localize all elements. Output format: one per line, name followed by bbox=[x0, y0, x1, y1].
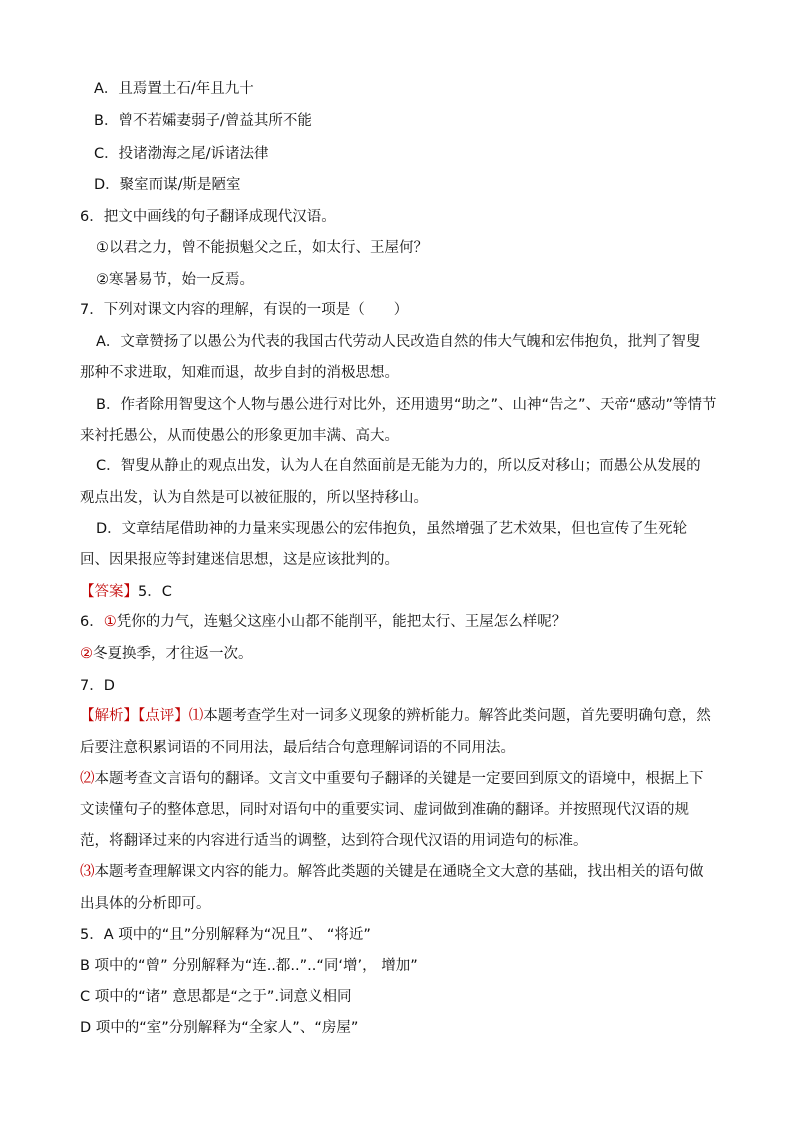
q7-stem: 7．下列对课文内容的理解，有误的一项是（ ） bbox=[80, 302, 409, 318]
q5-option-d: D．聚室而谋/斯是陋室 bbox=[94, 177, 241, 193]
answer-6-prefix: 6． bbox=[80, 614, 104, 630]
q6-sentence-2 bbox=[96, 270, 254, 290]
analysis-p2-line1 bbox=[80, 769, 704, 789]
circled-number-1: ① bbox=[103, 614, 117, 630]
q6-sentence-2-text: 寒暑易节，始一反焉。 bbox=[109, 272, 254, 288]
q6-sentence-1-text: 以君之力，曾不能损魁父之丘，如太行、王屋何？ bbox=[109, 240, 428, 256]
explanation-5b: B 项中的“曾” 分别解释为“连..都..”..“同‘增’， 增加” bbox=[80, 958, 418, 974]
q7-option-b-line2: 来衬托愚公，从而使愚公的形象更加丰满、高大。 bbox=[80, 428, 399, 444]
circled-number-1: ① bbox=[96, 240, 109, 256]
answer-5 bbox=[80, 582, 172, 602]
q7-option-a-line1: A．文章赞扬了以愚公为代表的我国古代劳动人民改造自然的伟大气魄和宏伟抱负，批判了智叟 bbox=[96, 334, 701, 350]
q6-stem: 6．把文中画线的句子翻译成现代汉语。 bbox=[80, 209, 336, 225]
explanation-5c: C 项中的“诸” 意思都是“之于”.词意义相同 bbox=[80, 989, 352, 1005]
paren-number-3: ⑶ bbox=[80, 864, 95, 880]
answer-6-line1 bbox=[80, 612, 566, 632]
analysis-p2-line3: 范，将翻译过来的内容进行适当的调整，达到符合现代汉语的用词造句的标准。 bbox=[80, 833, 588, 849]
answer-6-sentence-2: 冬夏换季，才往返一次。 bbox=[93, 646, 253, 662]
analysis-p2-text: 本题考查文言语句的翻译。文言文中重要句子翻译的关键是一定要回到原文的语境中，根据上下 bbox=[94, 771, 704, 787]
paren-number-2: ⑵ bbox=[80, 771, 95, 787]
answer-6-line2 bbox=[80, 644, 253, 664]
analysis-p3-line1 bbox=[80, 862, 704, 882]
circled-number-2: ② bbox=[96, 272, 109, 288]
comment-label: 【点评】 bbox=[138, 708, 189, 724]
q7-option-b-line1: B．作者除用智叟这个人物与愚公进行对比外，还用遗男“助之”、山神“告之”、天帝“感动”等情节 bbox=[96, 397, 717, 413]
analysis-p2-line2: 文读懂句子的整体意思，同时对语句中的重要实词、虚词做到准确的翻译。并按照现代汉语的规 bbox=[80, 802, 689, 818]
analysis-p3-text: 本题考查理解课文内容的能力。解答此类题的关键是在通晓全文大意的基础，找出相关的语句做 bbox=[94, 864, 704, 880]
q7-option-c-line2: 观点出发，认为自然是可以被征服的，所以坚持移山。 bbox=[80, 490, 428, 506]
q7-option-a-line2: 那种不求进取，知难而退，故步自封的消极思想。 bbox=[80, 365, 399, 381]
analysis-p1-line1 bbox=[80, 706, 711, 726]
explanation-5d: D 项中的“室”分别解释为“全家人”、“房屋” bbox=[80, 1020, 359, 1036]
analysis-p1-line2: 后要注意积累词语的不同用法，最后结合句意理解词语的不同用法。 bbox=[80, 740, 515, 756]
paren-number-1: ⑴ bbox=[188, 708, 204, 724]
answer-label: 【答案】 bbox=[80, 584, 138, 600]
circled-number-2: ② bbox=[80, 646, 93, 662]
explanation-5a: 5．A 项中的“且”分别解释为“况且”、 “将近” bbox=[80, 927, 371, 943]
q5-option-c: C．投诸渤海之尾/诉诸法律 bbox=[94, 146, 269, 162]
answer-7: 7．D bbox=[80, 678, 115, 694]
analysis-p3-line2: 出具体的分析即可。 bbox=[80, 896, 211, 912]
q7-option-d-line1: D．文章结尾借助神的力量来实现愚公的宏伟抱负，虽然增强了艺术效果，但也宣传了生死轮 bbox=[96, 521, 688, 537]
answer-5-text: 5．C bbox=[138, 584, 172, 600]
analysis-p1-text: 本题考查学生对一词多义现象的辨析能力。解答此类问题，首先要明确句意，然 bbox=[203, 708, 711, 724]
analysis-label: 【解析】 bbox=[80, 708, 138, 724]
answer-6-sentence-1: 凭你的力气，连魁父这座小山都不能削平，能把太行、王屋怎么样呢？ bbox=[116, 614, 567, 630]
q7-option-d-line2: 回、因果报应等封建迷信思想，这是应该批判的。 bbox=[80, 552, 399, 568]
q6-sentence-1 bbox=[96, 238, 428, 258]
q5-option-b: B．曾不若孀妻弱子/曾益其所不能 bbox=[94, 113, 312, 129]
q7-option-c-line1: C．智叟从静止的观点出发，认为人在自然面前是无能为力的，所以反对移山；而愚公从发展的 bbox=[96, 458, 701, 474]
q5-option-a: A．且焉置土石/年且九十 bbox=[94, 81, 254, 97]
